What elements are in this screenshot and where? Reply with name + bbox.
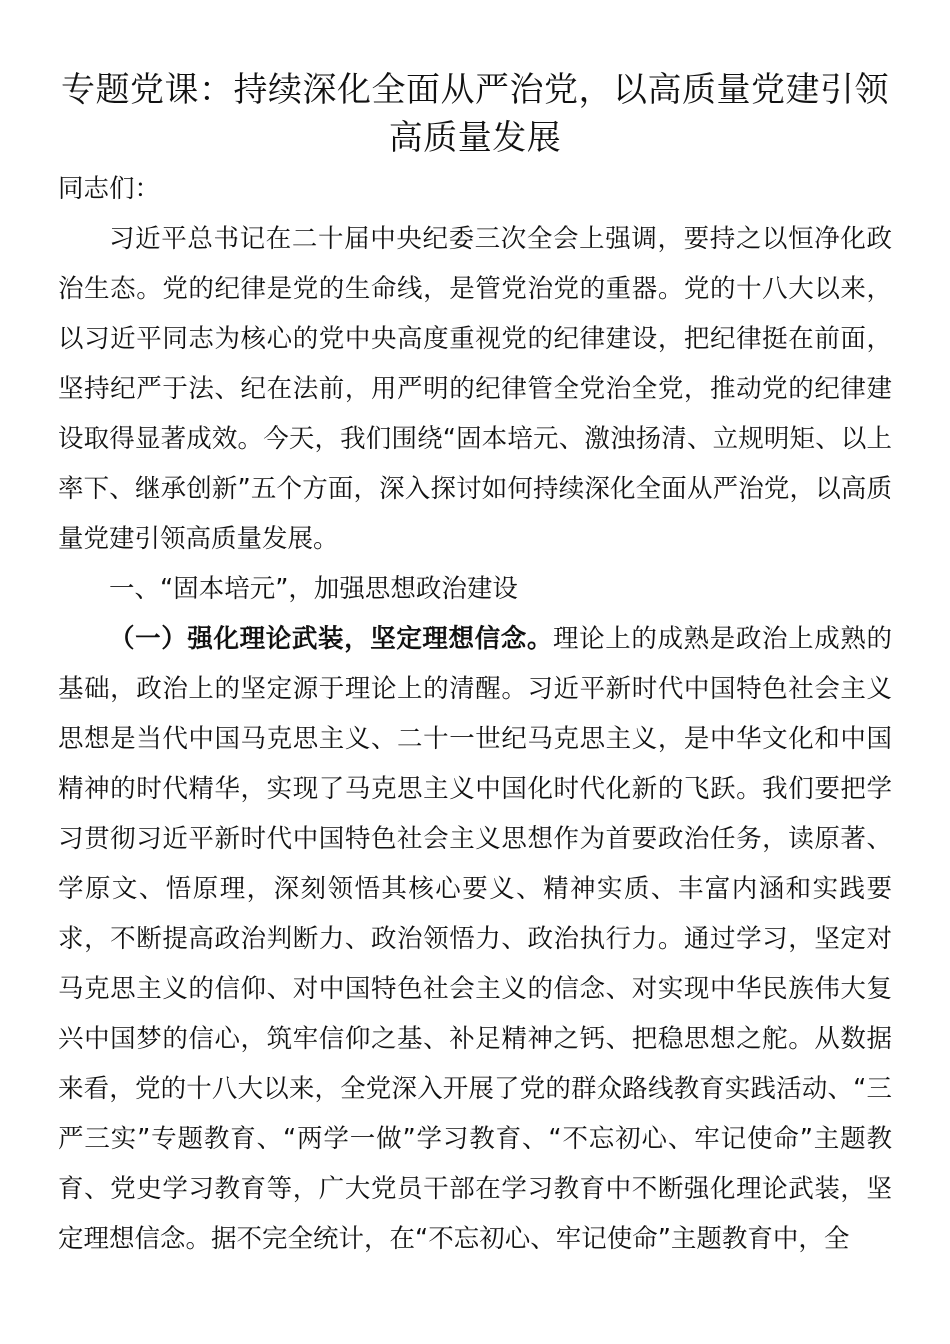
document-title: 专题党课：持续深化全面从严治党，以高质量党建引领高质量发展 <box>61 70 889 158</box>
subsection-body: 理论上的成熟是政治上成熟的基础，政治上的坚定源于理论上的清醒。习近平新时代中国特色社会主义思想是当代中国马克思主义、二十一世纪马克思主义，是中华文化和中国精神的时代精华，实现了马克思主义中国化时代化新的飞跃。我们要把学习贯彻习近平新时代中国特色社会主义思想作为首要政治任务，读原著、学原文、悟原理，深刻领悟其核心要义、精神实质、丰富内涵和实践要求，不断提高政治判断力、政治领悟力、政治执行力。通过学习，坚定对马克思主义的信仰、对中国特色社会主义的信念、对实现中华民族伟大复兴中国梦的信心，筑牢信仰之基、补足精神之钙、把稳思想之舵。从数据来看，党的十八大以来，全党深入开展了党的群众路线教育实践活动、“三严三实”专题教育、“两学一做”学习教育、“不忘初心、牢记使命”主题教育、党史学习教育等，广大党员干部在学习教育中不断强化理论武装，坚定理想信念。据不完全统计，在“不忘初心、牢记使命”主题教育中，全 <box>58 624 892 1254</box>
section-heading-1: 一、“固本培元”，加强思想政治建设 <box>109 574 518 604</box>
intro-paragraph: 习近平总书记在二十届中央纪委三次全会上强调，要持之以恒净化政治生态。党的纪律是党的生命线，是管党治党的重器。党的十八大以来，以习近平同志为核心的党中央高度重视党的纪律建设，把纪律挺在前面，坚持纪严于法、纪在法前，用严明的纪律管全党治全党，推动党的纪律建设取得显著成效。今天，我们围绕“固本培元、激浊扬清、立规明矩、以上率下、继承创新”五个方面，深入探讨如何持续深化全面从严治党，以高质量党建引领高质量发展。 <box>58 224 892 554</box>
subsection-lead: （一）强化理论武装，坚定理想信念。 <box>109 624 554 654</box>
salutation: 同志们： <box>58 174 161 204</box>
document-page <box>58 66 892 1264</box>
subsection-paragraph-1 <box>58 614 892 1264</box>
